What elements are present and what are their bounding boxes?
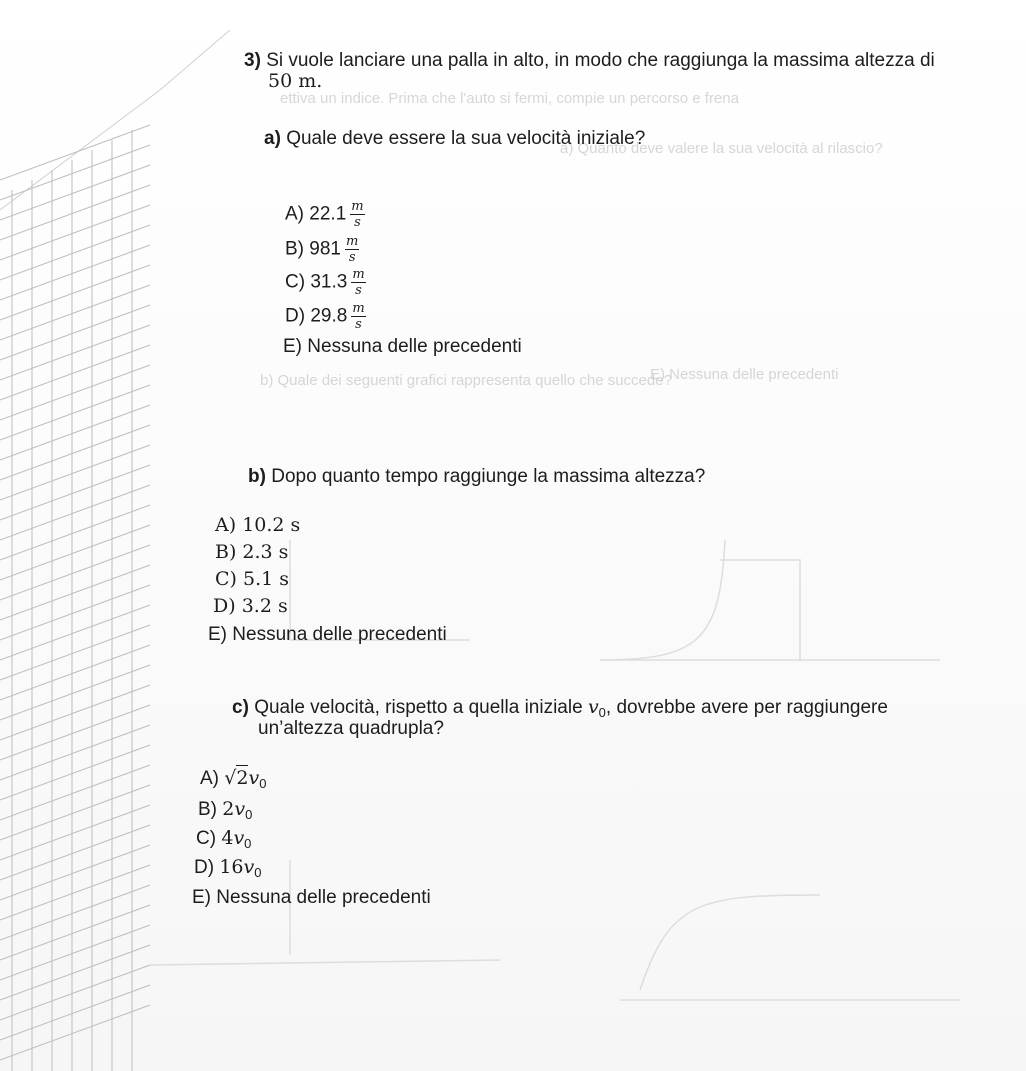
unit-numerator: m (352, 301, 365, 316)
problem-number: 3) (244, 50, 261, 71)
option-letter: B) (198, 799, 217, 820)
option-a-a (285, 200, 365, 229)
option-a-e (283, 336, 522, 358)
part-a-label: a) (264, 128, 281, 149)
option-letter: A) (200, 768, 219, 789)
option-coef: 16 (219, 856, 244, 878)
v-subscript: 0 (254, 865, 262, 880)
option-letter: D) (285, 305, 306, 327)
part-c-label: c) (232, 697, 249, 718)
option-b-b (215, 541, 288, 563)
v-symbol: v (587, 696, 599, 718)
option-b-d (213, 595, 288, 617)
option-coef: 4 (221, 827, 234, 849)
part-c-question-line2: un’altezza quadrupla? (258, 718, 444, 739)
option-c-d (194, 856, 262, 880)
option-text: Nessuna delle precedenti (307, 336, 522, 357)
part-b-question (248, 466, 705, 488)
option-a-d (285, 302, 366, 331)
option-letter: B) (215, 541, 237, 563)
part-b-label: b) (248, 466, 266, 487)
option-c-e (192, 887, 431, 909)
option-text: Nessuna delle precedenti (232, 624, 447, 645)
option-c-a (200, 767, 266, 791)
part-b-text: Dopo quanto tempo raggiunge la massima altezza? (271, 466, 706, 487)
option-b-c (215, 568, 289, 590)
v-symbol: v (248, 767, 260, 789)
option-value: 3.2 s (241, 595, 288, 617)
unit-denominator: s (355, 317, 362, 332)
problem-statement (244, 50, 935, 72)
option-letter: B) (285, 238, 304, 260)
show-through-text: b) Quale dei seguenti grafici rappresenta quello che succede? (260, 372, 672, 389)
option-value: 29.8 (310, 305, 348, 327)
option-letter: D) (194, 857, 215, 878)
option-b-a (215, 514, 300, 536)
show-through-text: ettiva un indice. Prima che l'auto si fermi, compie un percorso e frena (280, 90, 739, 107)
option-a-b (285, 235, 359, 264)
option-value: 10.2 s (242, 514, 301, 536)
part-c-text: , dovrebbe avere per raggiungere (605, 697, 888, 718)
option-letter: D) (213, 595, 236, 617)
unit-denominator: s (355, 283, 362, 298)
option-value: 31.3 (310, 271, 348, 293)
option-letter: C) (215, 568, 237, 590)
unit-numerator: m (345, 234, 359, 249)
v-symbol: v (234, 798, 246, 820)
option-letter: E) (192, 887, 211, 908)
unit-numerator: m (351, 199, 364, 214)
option-letter: A) (285, 203, 304, 225)
option-value: 5.1 s (243, 568, 290, 590)
option-letter: E) (283, 336, 302, 357)
part-a-text: Quale deve essere la sua velocità iniziale? (286, 128, 646, 149)
option-b-e (208, 624, 447, 646)
v-subscript: 0 (245, 807, 253, 822)
option-letter: A) (215, 514, 237, 536)
v-symbol: v (233, 827, 245, 849)
option-letter: C) (196, 828, 217, 849)
option-text: Nessuna delle precedenti (216, 887, 431, 908)
problem-text-line2: 50 m. (268, 70, 323, 92)
v-subscript: 0 (244, 836, 252, 851)
part-c-text: Quale velocità, rispetto a quella iniziale (254, 697, 588, 718)
unit-denominator: s (348, 250, 356, 265)
part-a-question (264, 128, 645, 150)
sqrt-argument: 2 (236, 767, 249, 789)
option-letter: C) (285, 271, 306, 293)
option-c-b (198, 798, 252, 822)
unit-numerator: m (352, 267, 365, 282)
option-value: 22.1 (309, 203, 347, 225)
show-through-text: a) Quanto deve valere la sua velocità al rilascio? (560, 140, 883, 157)
option-a-c (285, 268, 366, 297)
sqrt-symbol: √ (224, 767, 237, 789)
v-subscript: 0 (598, 705, 606, 720)
option-value: 981 (309, 238, 341, 260)
option-coef: 2 (222, 798, 235, 820)
option-value: 2.3 s (242, 541, 289, 563)
problem-text-line1: Si vuole lanciare una palla in alto, in modo che raggiunga la massima altezza di (266, 50, 935, 71)
v-subscript: 0 (259, 776, 267, 791)
show-through-text: E) Nessuna delle precedenti (650, 366, 839, 383)
v-symbol: v (243, 856, 255, 878)
unit-denominator: s (354, 215, 361, 230)
option-c-c (196, 827, 251, 851)
part-c-question-line1 (232, 696, 888, 720)
option-letter: E) (208, 624, 227, 645)
